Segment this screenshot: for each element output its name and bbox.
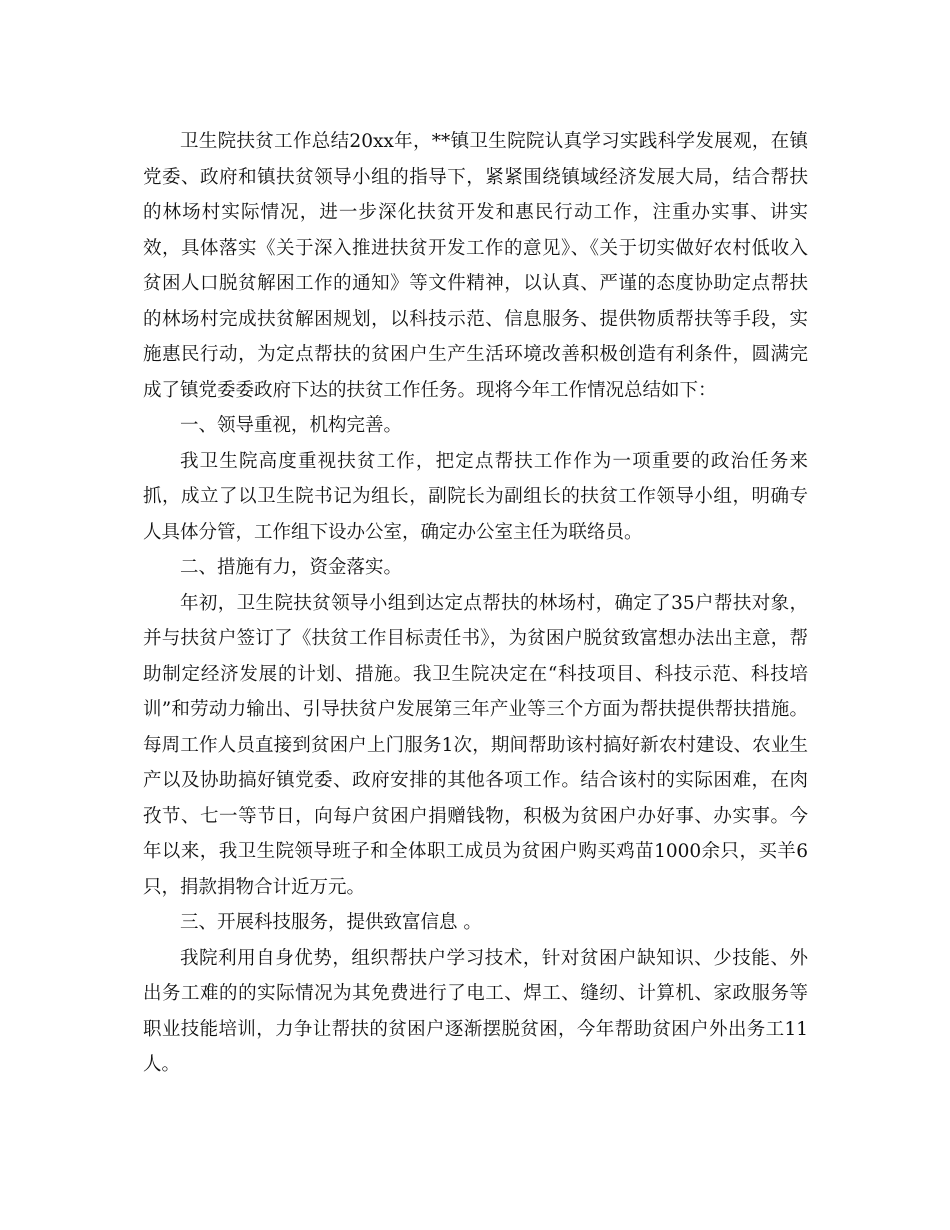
section-heading-1: 一、领导重视，机构完善。 — [180, 415, 403, 436]
intro-paragraph: 卫生院扶贫工作总结20xx年，**镇卫生院院认真学习实践科学发展观，在镇党委、政府和镇扶贫领导小组的指导下，紧紧围绕镇域经济发展大局，结合帮扶的林场村实际情况，进一步深化扶贫开发和惠民行动工作，注重办实事、讲实效，具体落实《关于深入推进扶贫开发工作的意见》、《关于切实做好农村低收入贫困人口脱贫解困工作的通知》等文件精神，以认真、严谨的态度协助定点帮扶的林场村完成扶贫解困规划，以科技示范、信息服务、提供物质帮扶等手段，实施惠民行动，为定点帮扶的贫困户生产生活环境改善积极创造有利条件，圆满完成了镇党委委政府下达的扶贫工作任务。现将今年工作情况总结如下： — [143, 131, 808, 401]
section-heading-2: 二、措施有力，资金落实。 — [180, 557, 403, 578]
section-paragraph-1: 我卫生院高度重视扶贫工作，把定点帮扶工作作为一项重要的政治任务来抓，成立了以卫生院书记为组长，副院长为副组长的扶贫工作领导小组，明确专人具体分管，工作组下设办公室，确定办公室主任为联络员。 — [143, 450, 808, 543]
section-paragraph-3: 我院利用自身优势，组织帮扶户学习技术，针对贫困户缺知识、少技能、外出务工难的的实际情况为其免费进行了电工、焊工、缝纫、计算机、家政服务等职业技能培训，力争让帮扶的贫困户逐渐摆脱贫困，今年帮助贫困户外出务工11人。 — [143, 947, 808, 1075]
document-body — [143, 124, 808, 1083]
section-paragraph-2: 年初，卫生院扶贫领导小组到达定点帮扶的林场村，确定了35户帮扶对象，并与扶贫户签订了《扶贫工作目标责任书》，为贫困户脱贫致富想办法出主意，帮助制定经济发展的计划、措施。我卫生院决定在“科技项目、科技示范、科技培训”和劳动力输出、引导扶贫户发展第三年产业等三个方面为帮扶提供帮扶措施。每周工作人员直接到贫困户上门服务1次，期间帮助该村搞好新农村建设、农业生产以及协助搞好镇党委、政府安排的其他各项工作。结合该村的实际困难，在肉孜节、七一等节日，向每户贫困户捐赠钱物，积极为贫困户办好事、办实事。今年以来，我卫生院领导班子和全体职工成员为贫困户购买鸡苗1000余只，买羊6只，捐款捐物合计近万元。 — [143, 592, 808, 898]
section-heading-3: 三、开展科技服务，提供致富信息 。 — [180, 912, 482, 933]
